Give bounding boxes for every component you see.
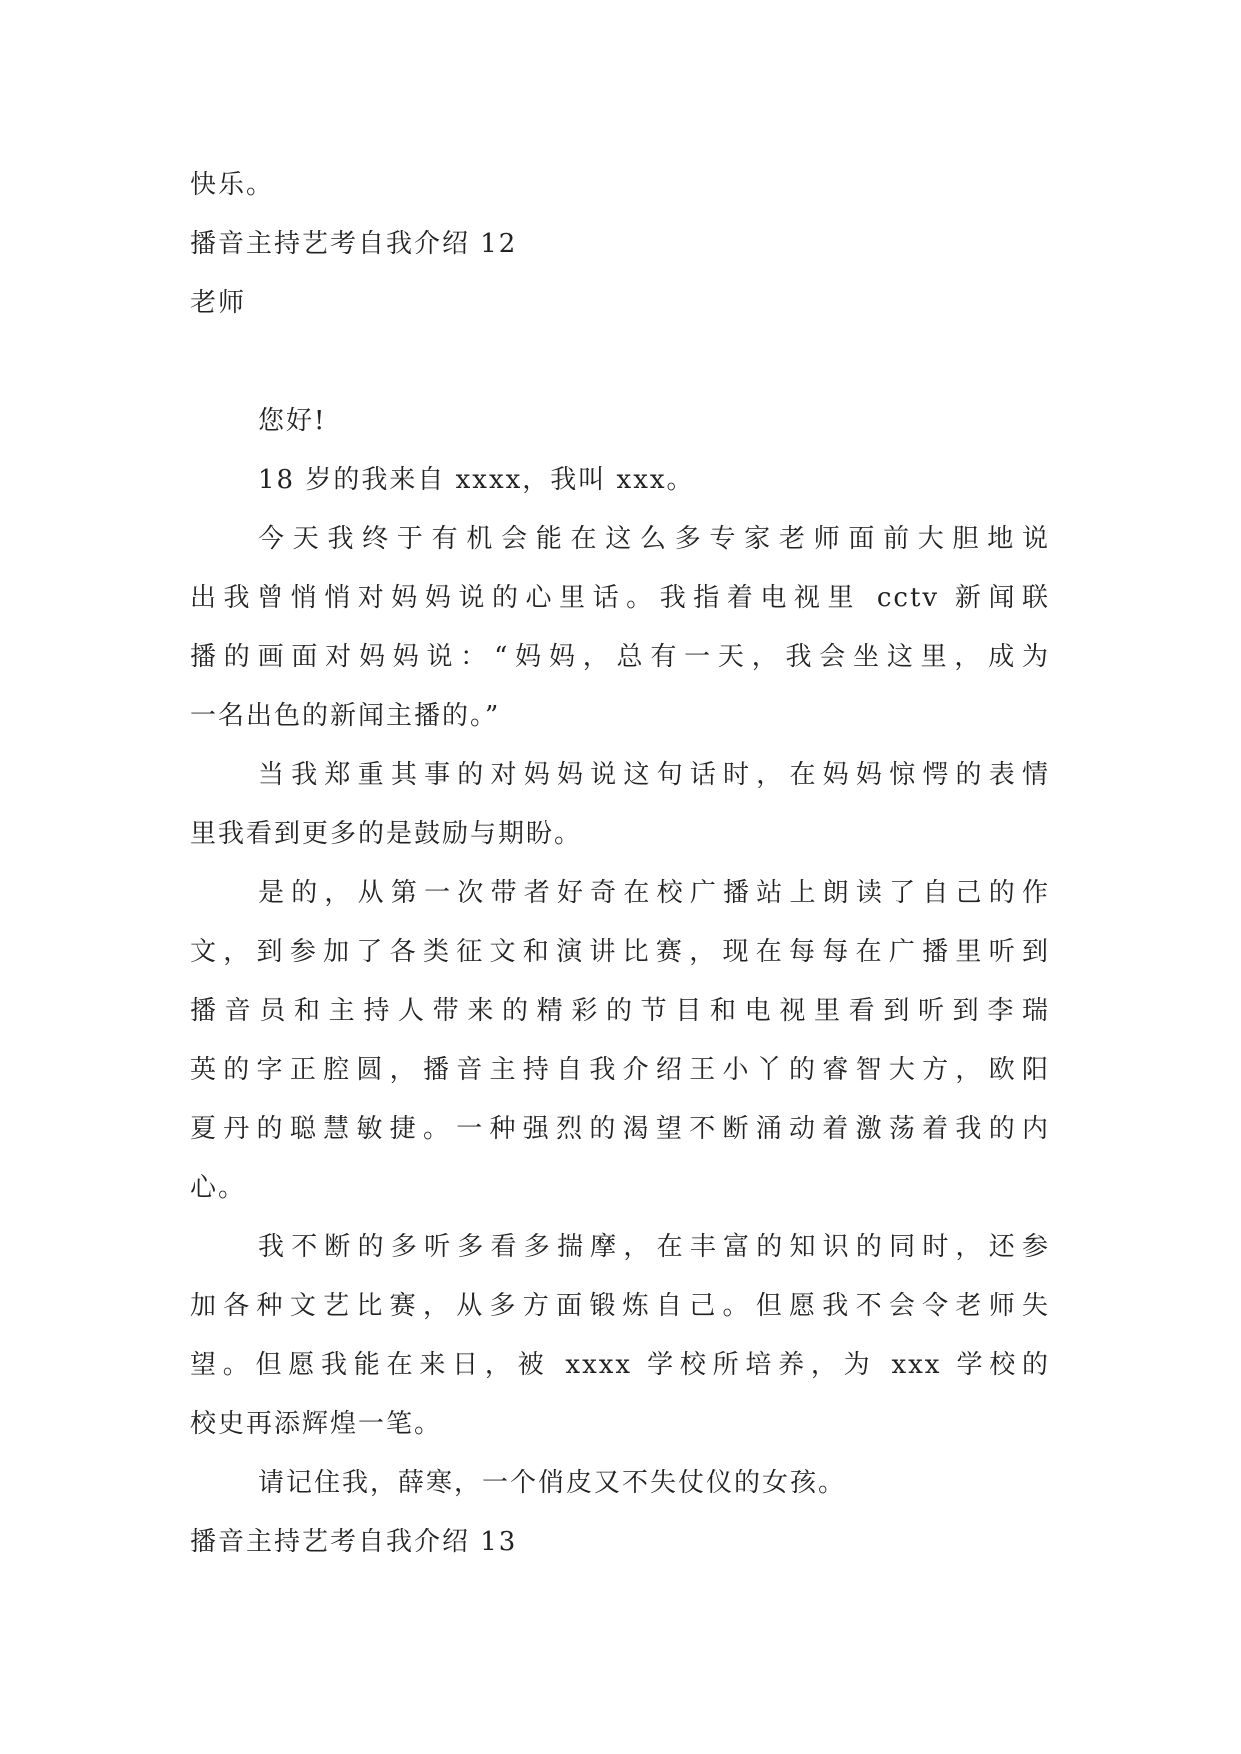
paragraph [190,451,1050,510]
paragraph-line: 18 岁的我来自 xxxx，我叫 xxx。 [258,465,695,495]
document-body [190,156,1050,1572]
paragraph-line: 加各种文艺比赛，从多方面锻炼自己。但愿我不会令老师失 [190,1291,1050,1321]
paragraph-line: 当我郑重其事的对妈妈说这句话时，在妈妈惊愕的表情 [258,760,1050,790]
paragraph [190,1454,1050,1513]
paragraph-line: 夏丹的聪慧敏捷。一种强烈的渴望不断涌动着激荡着我的内 [190,1114,1050,1144]
previous-section-closing-line: 快乐。 [190,170,275,200]
greeting: 您好! [258,406,327,436]
paragraph-line: 英的字正腔圆，播音主持自我介绍王小丫的睿智大方，欧阳 [190,1055,1050,1085]
paragraph-line: 出我曾悄悄对妈妈说的心里话。我指着电视里 cctv 新闻联 [190,583,1050,613]
paragraph [190,746,1050,864]
paragraph-line: 望。但愿我能在来日，被 xxxx 学校所培养，为 xxx 学校的 [190,1350,1050,1380]
paragraph-line: 我不断的多听多看多揣摩，在丰富的知识的同时，还参 [258,1232,1050,1262]
paragraph-line: 今天我终于有机会能在这么多专家老师面前大胆地说 [258,524,1050,554]
paragraph-line: 里我看到更多的是鼓励与期盼。 [190,819,583,849]
paragraph [190,1218,1050,1454]
paragraph-line: 心。 [190,1173,247,1203]
paragraph-line: 一名出色的新闻主播的。” [190,701,501,731]
salutation: 老师 [190,288,247,318]
paragraph-line: 校史再添辉煌一笔。 [190,1409,443,1439]
paragraph-line: 请记住我，薛寒，一个俏皮又不失仗仪的女孩。 [258,1468,847,1498]
blank-line [190,333,1050,392]
paragraph [190,864,1050,1218]
section-12-title: 播音主持艺考自我介绍 12 [190,229,518,259]
paragraph-line: 是的，从第一次带者好奇在校广播站上朗读了自己的作 [258,878,1050,908]
paragraph [190,510,1050,746]
paragraph-line: 播音员和主持人带来的精彩的节目和电视里看到听到李瑞 [190,996,1050,1026]
section-13-title: 播音主持艺考自我介绍 13 [190,1527,518,1557]
paragraph-line: 播的画面对妈妈说：“妈妈，总有一天，我会坐这里，成为 [190,642,1050,672]
paragraph-line: 文，到参加了各类征文和演讲比赛，现在每每在广播里听到 [190,937,1050,967]
